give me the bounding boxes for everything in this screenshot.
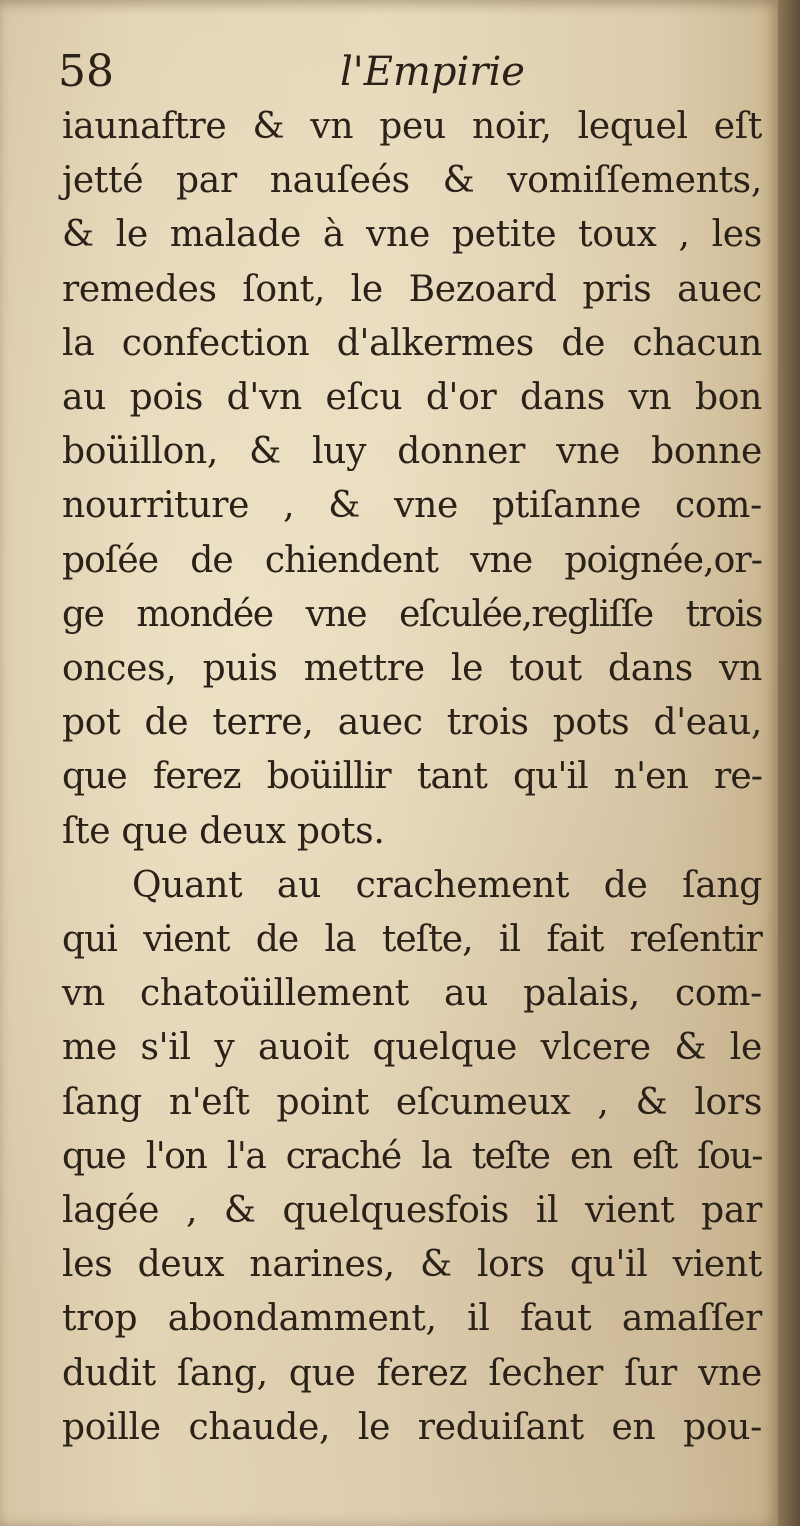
- text-line: ge mondée vne eſculée,regliſſe trois: [62, 593, 762, 635]
- text-line: lagée , & quelquesfois il vient par: [62, 1190, 762, 1232]
- page-header: [58, 42, 758, 102]
- text-line: les deux narines, & lors qu'il vient: [62, 1244, 762, 1286]
- text-line: onces, puis mettre le tout dans vn: [62, 648, 762, 690]
- text-line: au pois d'vn eſcu d'or dans vn bon: [62, 377, 762, 419]
- text-line: trop abondamment, il faut amaſſer: [62, 1298, 762, 1340]
- text-line: iaunaftre & vn peu noir, lequel eſt: [62, 106, 762, 147]
- text-line: que ferez boüillir tant qu'il n'en re-: [62, 756, 762, 798]
- running-title: l'Empirie: [340, 49, 525, 95]
- text-line: vn chatoüillement au palais, com-: [62, 973, 762, 1015]
- page-edge-shadow: [778, 0, 800, 1526]
- text-line: pot de terre, auec trois pots d'eau,: [62, 702, 762, 744]
- text-line: dudit ſang, que ferez ſecher ſur vne: [62, 1352, 762, 1394]
- text-line: me s'il y auoit quelque vlcere & le: [62, 1027, 762, 1069]
- text-line: & le malade à vne petite toux , les: [62, 214, 762, 256]
- text-line: qui vient de la teſte, il fait reſentir: [62, 919, 762, 961]
- text-line: poille chaude, le reduiſant en pou-: [62, 1406, 762, 1448]
- text-line: la confection d'alkermes de chacun: [62, 322, 762, 364]
- paragraph-start-line: Quant au crachement de ſang: [132, 864, 762, 906]
- text-line: poſée de chiendent vne poignée,or-: [62, 539, 762, 581]
- text-line: ſte que deux pots.: [62, 810, 385, 852]
- text-line: ſang n'eſt point eſcumeux , & lors: [62, 1081, 762, 1123]
- text-line: jetté par nauſeés & vomiſſements,: [62, 160, 762, 202]
- text-line: que l'on l'a craché la teſte en eſt ſou-: [62, 1135, 762, 1177]
- text-line: nourriture , & vne ptiſanne com-: [62, 485, 762, 527]
- text-line: boüillon, & luy donner vne bonne: [62, 431, 762, 473]
- page-number: 58: [58, 46, 114, 97]
- body-text: [62, 100, 762, 1455]
- text-line: remedes ſont, le Bezoard pris auec: [62, 268, 762, 310]
